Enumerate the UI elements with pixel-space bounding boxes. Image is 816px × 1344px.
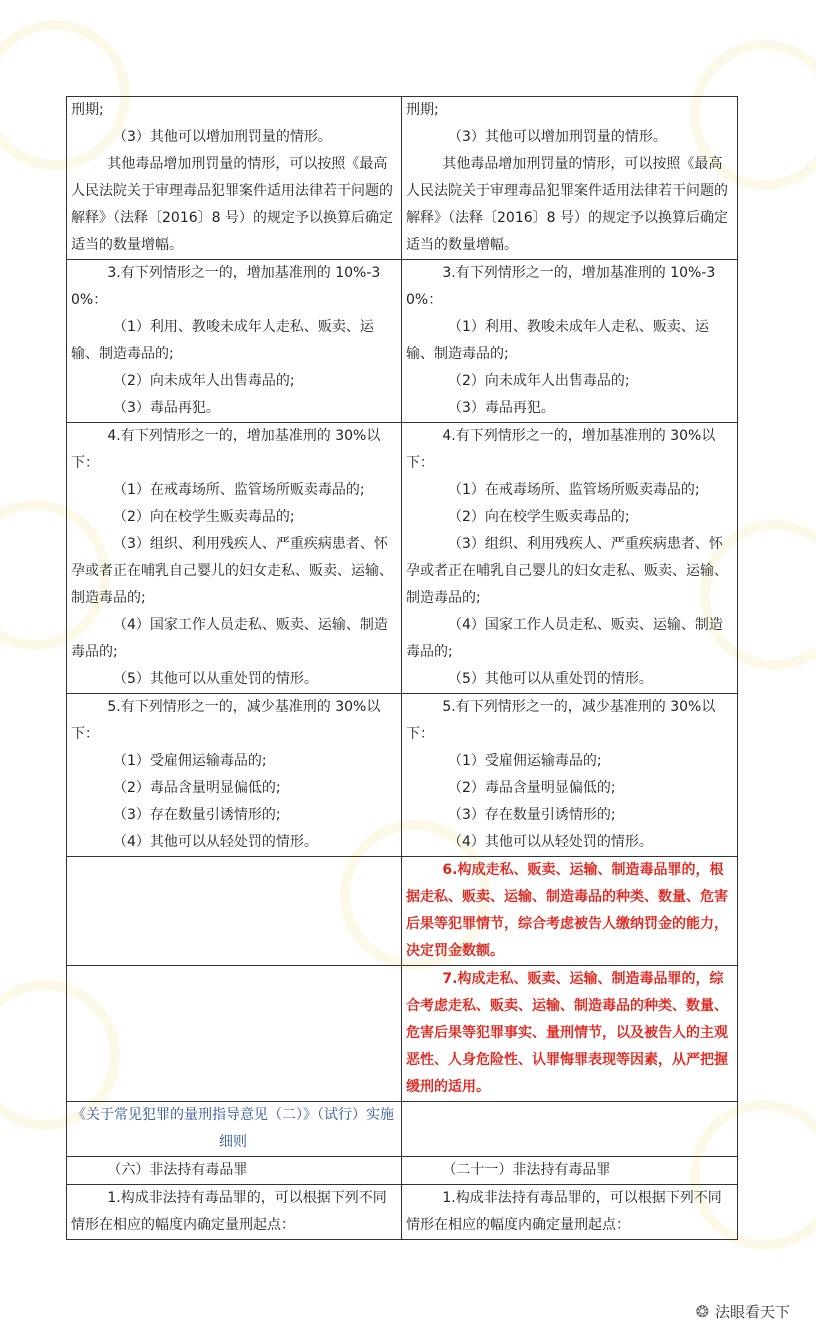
text-paragraph: 4.有下列情形之一的，增加基准刑的 30%以下：: [71, 428, 381, 471]
right-cell: [402, 423, 738, 694]
right-cell: [402, 966, 738, 1102]
text-paragraph: 其他毒品增加刑罚量的情形，可以按照《最高人民法院关于审理毒品犯罪案件适用法律若干问题的解释》（法释〔2016〕8 号）的规定予以换算后确定适当的数量增幅。: [71, 156, 393, 253]
text-line: （2）向在校学生贩卖毒品的;: [113, 509, 295, 525]
text-paragraph: 4.有下列情形之一的，增加基准刑的 30%以下：: [406, 428, 716, 471]
text-line: （3）毒品再犯。: [113, 400, 220, 416]
table-row: [67, 1185, 738, 1240]
table-row: [67, 1102, 738, 1157]
text-paragraph: 3.有下列情形之一的，增加基准刑的 10%-30%：: [406, 265, 716, 308]
text-line: （3）存在数量引诱情形的;: [113, 807, 281, 823]
text-line: （3）毒品再犯。: [448, 400, 555, 416]
text-paragraph: 1.构成非法持有毒品罪的，可以根据下列不同情形在相应的幅度内确定量刑起点：: [71, 1190, 387, 1233]
text-paragraph: 1.构成非法持有毒品罪的，可以根据下列不同情形在相应的幅度内确定量刑起点：: [406, 1190, 722, 1233]
text-paragraph: （4）国家工作人员走私、贩卖、运输、制造毒品的;: [406, 617, 723, 660]
right-cell: [402, 857, 738, 966]
text-line: （2）向在校学生贩卖毒品的;: [448, 509, 630, 525]
table-row: [67, 260, 738, 423]
right-cell: [402, 97, 738, 260]
account-footer: [696, 1301, 790, 1322]
text-paragraph: （3）组织、利用残疾人、严重疾病患者、怀孕或者正在哺乳自己婴儿的妇女走私、贩卖、运输、制造毒品的;: [71, 536, 393, 606]
text-paragraph: （4）国家工作人员走私、贩卖、运输、制造毒品的;: [71, 617, 388, 660]
left-cell: [67, 97, 402, 260]
text-line: （5）其他可以从重处罚的情形。: [448, 671, 653, 687]
section-heading: 《关于常见犯罪的量刑指导意见（二）》（试行）实施细则: [72, 1107, 394, 1150]
text-paragraph: 其他毒品增加刑罚量的情形，可以按照《最高人民法院关于审理毒品犯罪案件适用法律若干问题的解释》（法释〔2016〕8 号）的规定予以换算后确定适当的数量增幅。: [406, 156, 728, 253]
right-cell: [402, 1185, 738, 1240]
account-name: 法眼看天下: [714, 1303, 790, 1321]
right-cell-empty: [402, 1102, 738, 1157]
text-line: （1）在戒毒场所、监管场所贩卖毒品的;: [113, 482, 365, 498]
text-line: （3）存在数量引诱情形的;: [448, 807, 616, 823]
new-provision-probation: 7.构成走私、贩卖、运输、制造毒品罪的，综合考虑走私、贩卖、运输、制造毒品的种类、数量、危害后果等犯罪事实、量刑情节，以及被告人的主观恶性、人身危险性、认罪悔罪表现等因素，从严把握缓刑的适用。: [406, 971, 728, 1095]
text-line: 刑期;: [71, 102, 104, 118]
left-cell-empty: [67, 966, 402, 1102]
new-provision-fine: 6.构成走私、贩卖、运输、制造毒品罪的，根据走私、贩卖、运输、制造毒品的种类、数量、危害后果等犯罪情节，综合考虑被告人缴纳罚金的能力，决定罚金数额。: [406, 862, 728, 959]
comparison-table: [66, 96, 738, 1240]
left-cell: [67, 1102, 402, 1157]
left-cell: [67, 1157, 402, 1185]
text-line: 刑期;: [406, 102, 439, 118]
text-line: （2）毒品含量明显偏低的;: [113, 780, 281, 796]
text-paragraph: 3.有下列情形之一的，增加基准刑的 10%-30%：: [71, 265, 381, 308]
table-row: [67, 1157, 738, 1185]
text-line: （1）受雇佣运输毒品的;: [113, 753, 267, 769]
right-cell: [402, 1157, 738, 1185]
text-paragraph: （3）组织、利用残疾人、严重疾病患者、怀孕或者正在哺乳自己婴儿的妇女走私、贩卖、运输、制造毒品的;: [406, 536, 728, 606]
text-line: （2）向未成年人出售毒品的;: [113, 373, 295, 389]
left-cell-empty: [67, 857, 402, 966]
left-cell: [67, 1185, 402, 1240]
table-row: [67, 97, 738, 260]
text-paragraph: 5.有下列情形之一的，减少基准刑的 30%以下：: [406, 699, 716, 742]
text-line: （2）毒品含量明显偏低的;: [448, 780, 616, 796]
right-cell: [402, 694, 738, 857]
left-cell: [67, 423, 402, 694]
text-line: （2）向未成年人出售毒品的;: [448, 373, 630, 389]
left-cell: [67, 694, 402, 857]
text-paragraph: （1）利用、教唆未成年人走私、贩卖、运输、制造毒品的;: [71, 319, 374, 362]
table-row: [67, 857, 738, 966]
crime-heading: （二十一）非法持有毒品罪: [442, 1162, 611, 1178]
left-cell: [67, 260, 402, 423]
text-paragraph: 5.有下列情形之一的，减少基准刑的 30%以下：: [71, 699, 381, 742]
table-row: [67, 966, 738, 1102]
crime-heading: （六）非法持有毒品罪: [107, 1162, 248, 1178]
text-line: （4）其他可以从轻处罚的情形。: [113, 834, 318, 850]
wechat-icon: ❂: [695, 1302, 709, 1321]
right-cell: [402, 260, 738, 423]
text-line: （1）在戒毒场所、监管场所贩卖毒品的;: [448, 482, 700, 498]
text-line: （1）受雇佣运输毒品的;: [448, 753, 602, 769]
table-row: [67, 694, 738, 857]
text-line: （3）其他可以增加刑罚量的情形。: [113, 129, 332, 145]
text-line: （4）其他可以从轻处罚的情形。: [448, 834, 653, 850]
text-line: （5）其他可以从重处罚的情形。: [113, 671, 318, 687]
text-line: （3）其他可以增加刑罚量的情形。: [448, 129, 667, 145]
text-paragraph: （1）利用、教唆未成年人走私、贩卖、运输、制造毒品的;: [406, 319, 709, 362]
table-row: [67, 423, 738, 694]
